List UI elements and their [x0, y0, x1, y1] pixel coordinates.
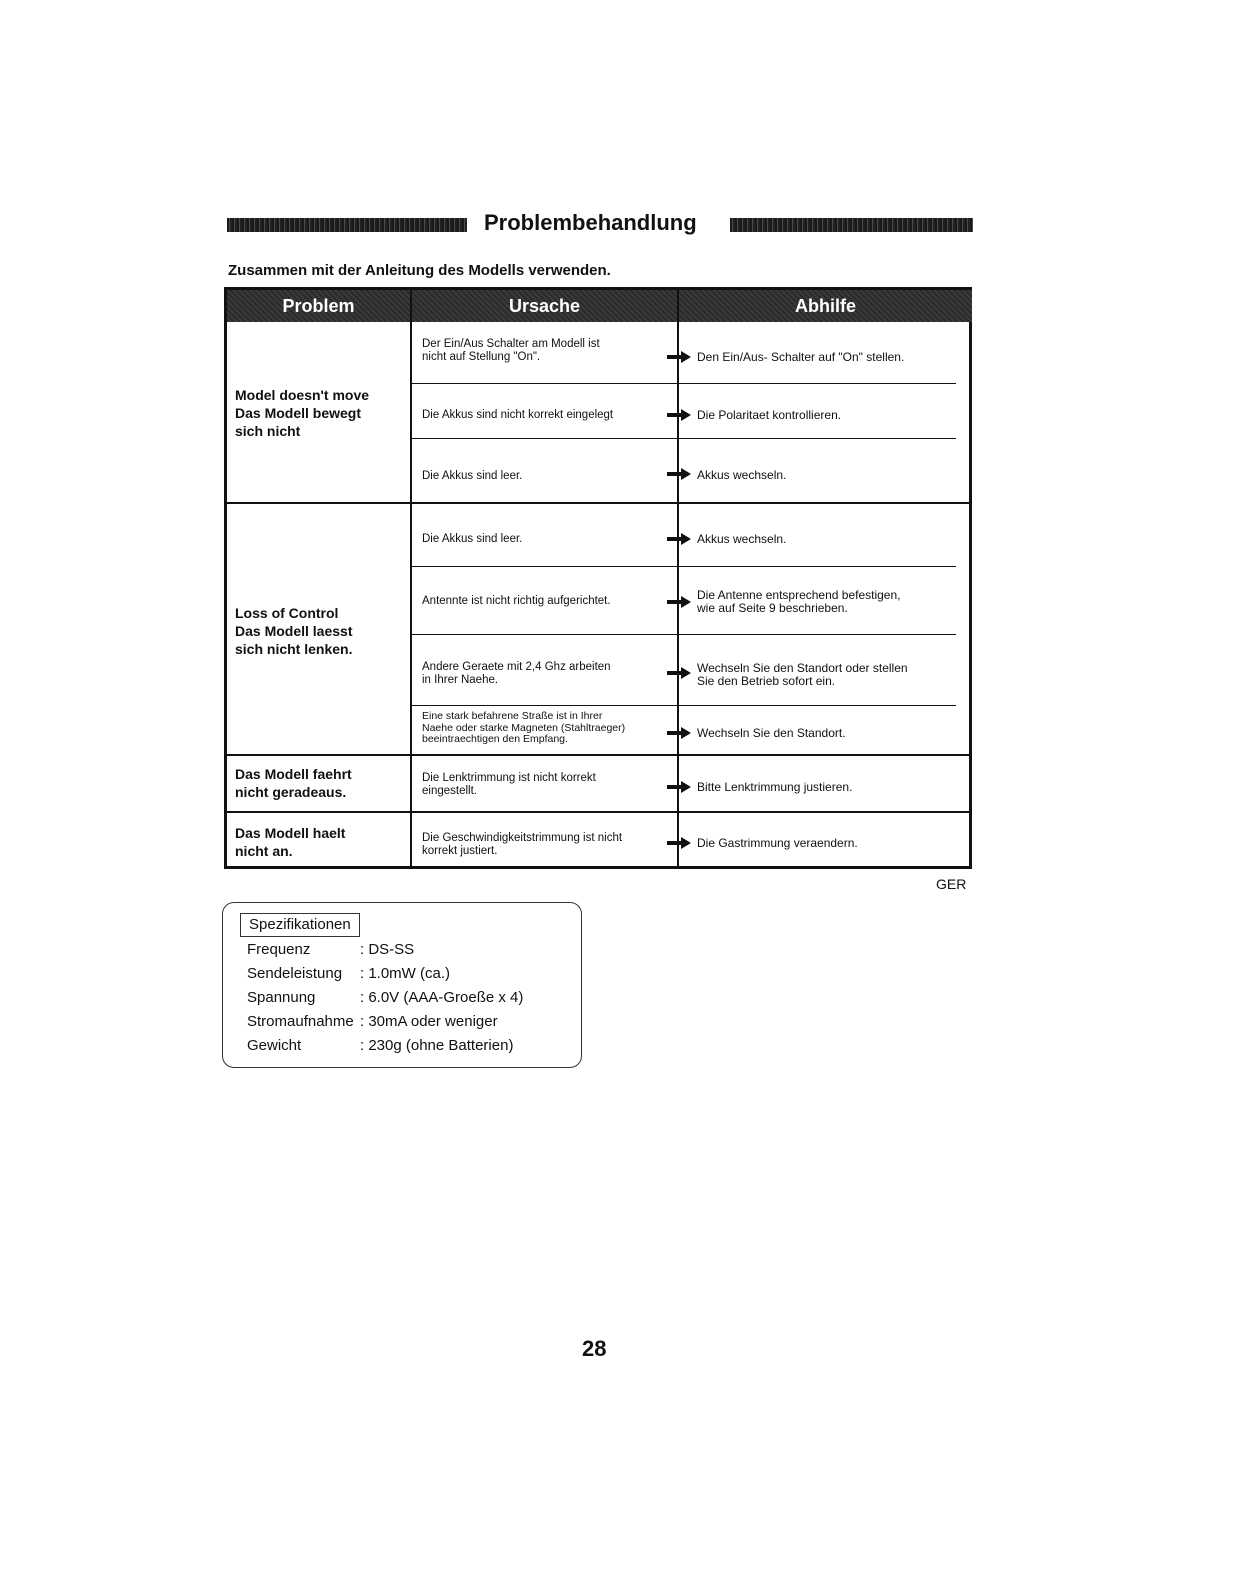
fix-text: Die Gastrimmung veraendern. [697, 836, 858, 850]
cause-text: Eine stark befahrene Straße ist in Ihrer Naehe oder starke Magneten (Stahltraeger) beeintraechtigen den Empfang. [422, 710, 626, 745]
spec-value: : 1.0mW (ca.) [360, 965, 451, 982]
spec-label: Frequenz [247, 941, 311, 958]
problem-label: Das Modell haelt nicht an. [235, 825, 346, 859]
fix-text: Akkus wechseln. [697, 468, 787, 482]
spec-label: Sendeleistung [247, 965, 343, 982]
fix-text: Die Polaritaet kontrollieren. [697, 408, 842, 422]
cause-text: Die Akkus sind leer. [422, 533, 523, 545]
cause-text: Andere Geraete mit 2,4 Ghz arbeiten in Ihrer Naehe. [422, 661, 611, 686]
spec-label: Stromaufnahme [247, 1013, 354, 1030]
right-arrow-icon [667, 468, 691, 480]
title-bar-left [227, 218, 467, 232]
spec-heading: Spezifikationen [240, 913, 360, 937]
subtitle: Zusammen mit der Anleitung des Modells verwenden. [228, 262, 611, 279]
page-number: 28 [582, 1336, 607, 1361]
problem-label: Das Modell faehrt nicht geradeaus. [235, 766, 352, 800]
column-divider-1 [410, 290, 412, 869]
fix-text: Den Ein/Aus- Schalter auf "On" stellen. [697, 350, 905, 364]
group-divider [227, 811, 972, 813]
right-arrow-icon [667, 667, 691, 679]
group-divider [227, 502, 972, 504]
fix-text: Wechseln Sie den Standort oder stellen Sie den Betrieb sofort ein. [697, 661, 908, 688]
cause-text: Die Lenktrimmung ist nicht korrekt eingestellt. [422, 772, 596, 797]
spec-value: : 30mA oder weniger [360, 1013, 498, 1030]
row-divider [411, 634, 956, 635]
language-code: GER [936, 876, 967, 892]
spec-label: Gewicht [247, 1037, 302, 1054]
cause-text: Antennte ist nicht richtig aufgerichtet. [422, 595, 611, 607]
right-arrow-icon [667, 596, 691, 608]
cause-text: Der Ein/Aus Schalter am Modell ist nicht auf Stellung "On". [422, 338, 600, 363]
row-divider [411, 438, 956, 439]
header-problem: Problem [227, 290, 410, 322]
spec-value: : 6.0V (AAA-Groeße x 4) [360, 989, 524, 1006]
cause-text: Die Akkus sind nicht korrekt eingelegt [422, 409, 614, 421]
fix-text: Wechseln Sie den Standort. [697, 726, 846, 740]
row-divider [411, 705, 956, 706]
title-bar-right [730, 218, 973, 232]
right-arrow-icon [667, 837, 691, 849]
group-divider [227, 754, 972, 756]
right-arrow-icon [667, 351, 691, 363]
spec-value: : 230g (ohne Batterien) [360, 1037, 514, 1054]
troubleshooting-table [224, 287, 972, 869]
right-arrow-icon [667, 727, 691, 739]
right-arrow-icon [667, 533, 691, 545]
spec-value: : DS-SS [360, 941, 415, 958]
row-divider [411, 383, 956, 384]
page-title: Problembehandlung [484, 210, 697, 235]
header-cause: Ursache [412, 290, 677, 322]
right-arrow-icon [667, 781, 691, 793]
cause-text: Die Akkus sind leer. [422, 470, 523, 482]
fix-text: Die Antenne entsprechend befestigen, wie auf Seite 9 beschrieben. [697, 588, 901, 615]
header-fix: Abhilfe [679, 290, 972, 322]
right-arrow-icon [667, 409, 691, 421]
row-divider [411, 566, 956, 567]
spec-label: Spannung [247, 989, 316, 1006]
fix-text: Bitte Lenktrimmung justieren. [697, 780, 853, 794]
title-row [227, 210, 973, 240]
fix-text: Akkus wechseln. [697, 532, 787, 546]
problem-label: Loss of Control Das Modell laesst sich nicht lenken. [235, 605, 353, 657]
problem-label: Model doesn't move Das Modell bewegt sich nicht [235, 387, 370, 439]
cause-text: Die Geschwindigkeitstrimmung ist nicht korrekt justiert. [422, 832, 623, 857]
